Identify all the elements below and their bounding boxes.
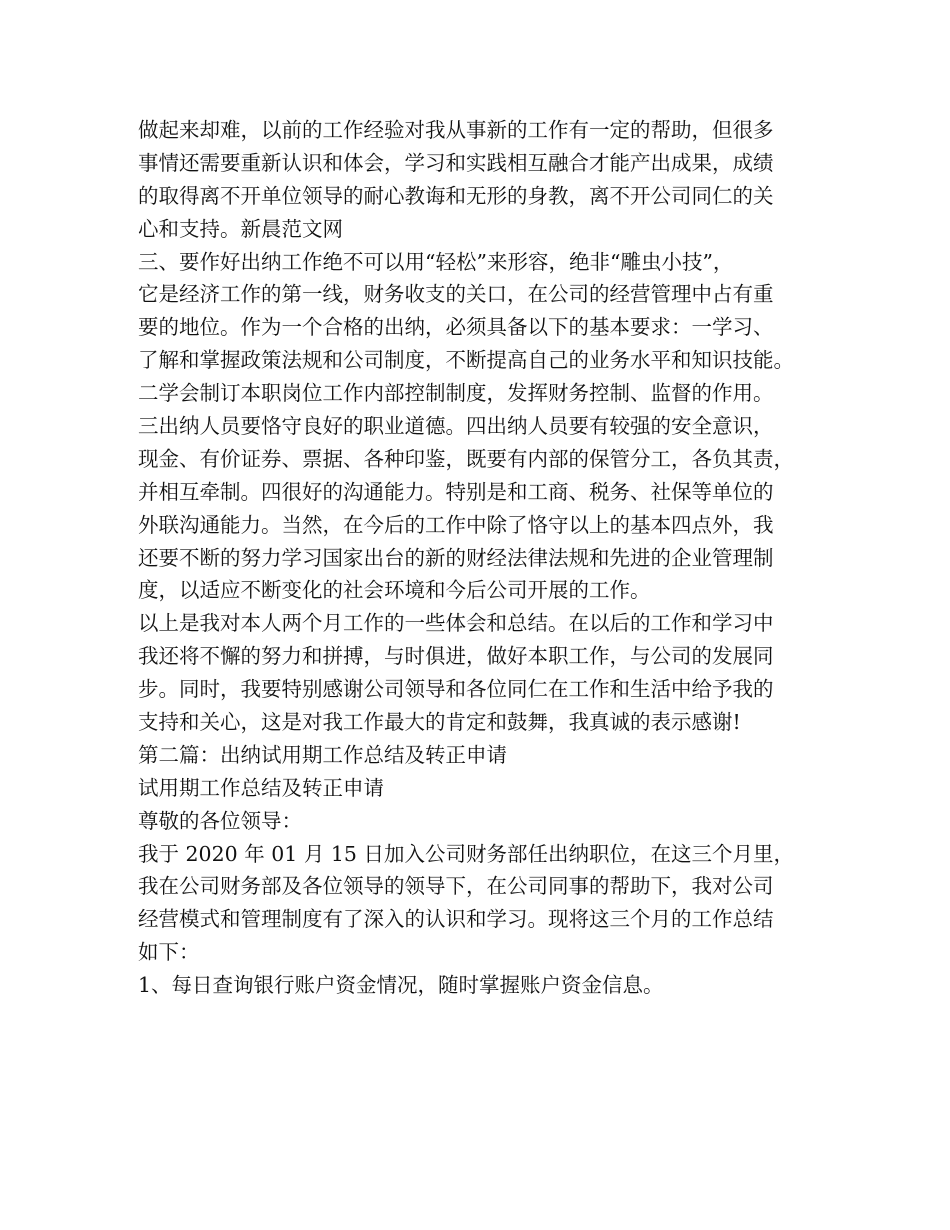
text-line: 以上是我对本人两个月工作的一些体会和总结。在以后的工作和学习中 xyxy=(138,611,774,636)
text-line: 的取得离不开单位领导的耐心教诲和无形的身教，离不开公司同仁的关 xyxy=(138,183,774,208)
text-line: 外联沟通能力。当然，在今后的工作中除了恪守以上的基本四点外，我 xyxy=(138,512,774,537)
text-line: 经营模式和管理制度有了深入的认识和学习。现将这三个月的工作总结 xyxy=(138,907,774,932)
text-line: 心和支持。新晨范文网 xyxy=(138,216,343,241)
subheading: 试用期工作总结及转正申请 xyxy=(138,775,384,800)
text-line: 我还将不懈的努力和拼搏，与时俱进，做好本职工作，与公司的发展同 xyxy=(138,644,774,669)
text-line: 事情还需要重新认识和体会，学习和实践相互融合才能产出成果，成绩 xyxy=(138,150,774,175)
list-item: 1、每日查询银行账户资金情况，随时掌握账户资金信息。 xyxy=(138,973,664,998)
text-line: 度，以适应不断变化的社会环境和今后公司开展的工作。 xyxy=(138,578,651,603)
text-line: 三、要作好出纳工作绝不可以用“轻松”来形容，绝非“雕虫小技”， xyxy=(138,249,734,274)
text-line: 并相互牵制。四很好的沟通能力。特别是和工商、税务、社保等单位的 xyxy=(138,479,774,504)
section-heading: 第二篇：出纳试用期工作总结及转正申请 xyxy=(138,742,507,767)
text-line: 二学会制订本职岗位工作内部控制制度，发挥财务控制、监督的作用。 xyxy=(138,381,774,406)
text-line: 支持和关心，这是对我工作最大的肯定和鼓舞，我真诚的表示感谢! xyxy=(138,710,741,735)
text-line: 了解和掌握政策法规和公司制度，不断提高自己的业务水平和知识技能。 xyxy=(138,348,794,373)
text-line: 我在公司财务部及各位领导的领导下，在公司同事的帮助下，我对公司 xyxy=(138,874,774,899)
text-line: 它是经济工作的第一线，财务收支的关口，在公司的经营管理中占有重 xyxy=(138,282,774,307)
text-line: 步。同时，我要特别感谢公司领导和各位同仁在工作和生活中给予我的 xyxy=(138,677,774,702)
text-line: 要的地位。作为一个合格的出纳，必须具备以下的基本要求：一学习、 xyxy=(138,315,774,340)
document-body xyxy=(138,114,838,1002)
text-line: 我于 2020 年 01 月 15 日加入公司财务部任出纳职位，在这三个月里， xyxy=(138,841,794,866)
salutation: 尊敬的各位领导： xyxy=(138,808,302,833)
text-line: 做起来却难，以前的工作经验对我从事新的工作有一定的帮助，但很多 xyxy=(138,118,774,142)
text-line: 还要不断的努力学习国家出台的新的财经法律法规和先进的企业管理制 xyxy=(138,545,774,570)
text-line: 三出纳人员要恪守良好的职业道德。四出纳人员要有较强的安全意识， xyxy=(138,414,774,439)
text-line: 如下： xyxy=(138,940,200,965)
text-line: 现金、有价证券、票据、各种印鉴，既要有内部的保管分工，各负其责， xyxy=(138,446,794,471)
